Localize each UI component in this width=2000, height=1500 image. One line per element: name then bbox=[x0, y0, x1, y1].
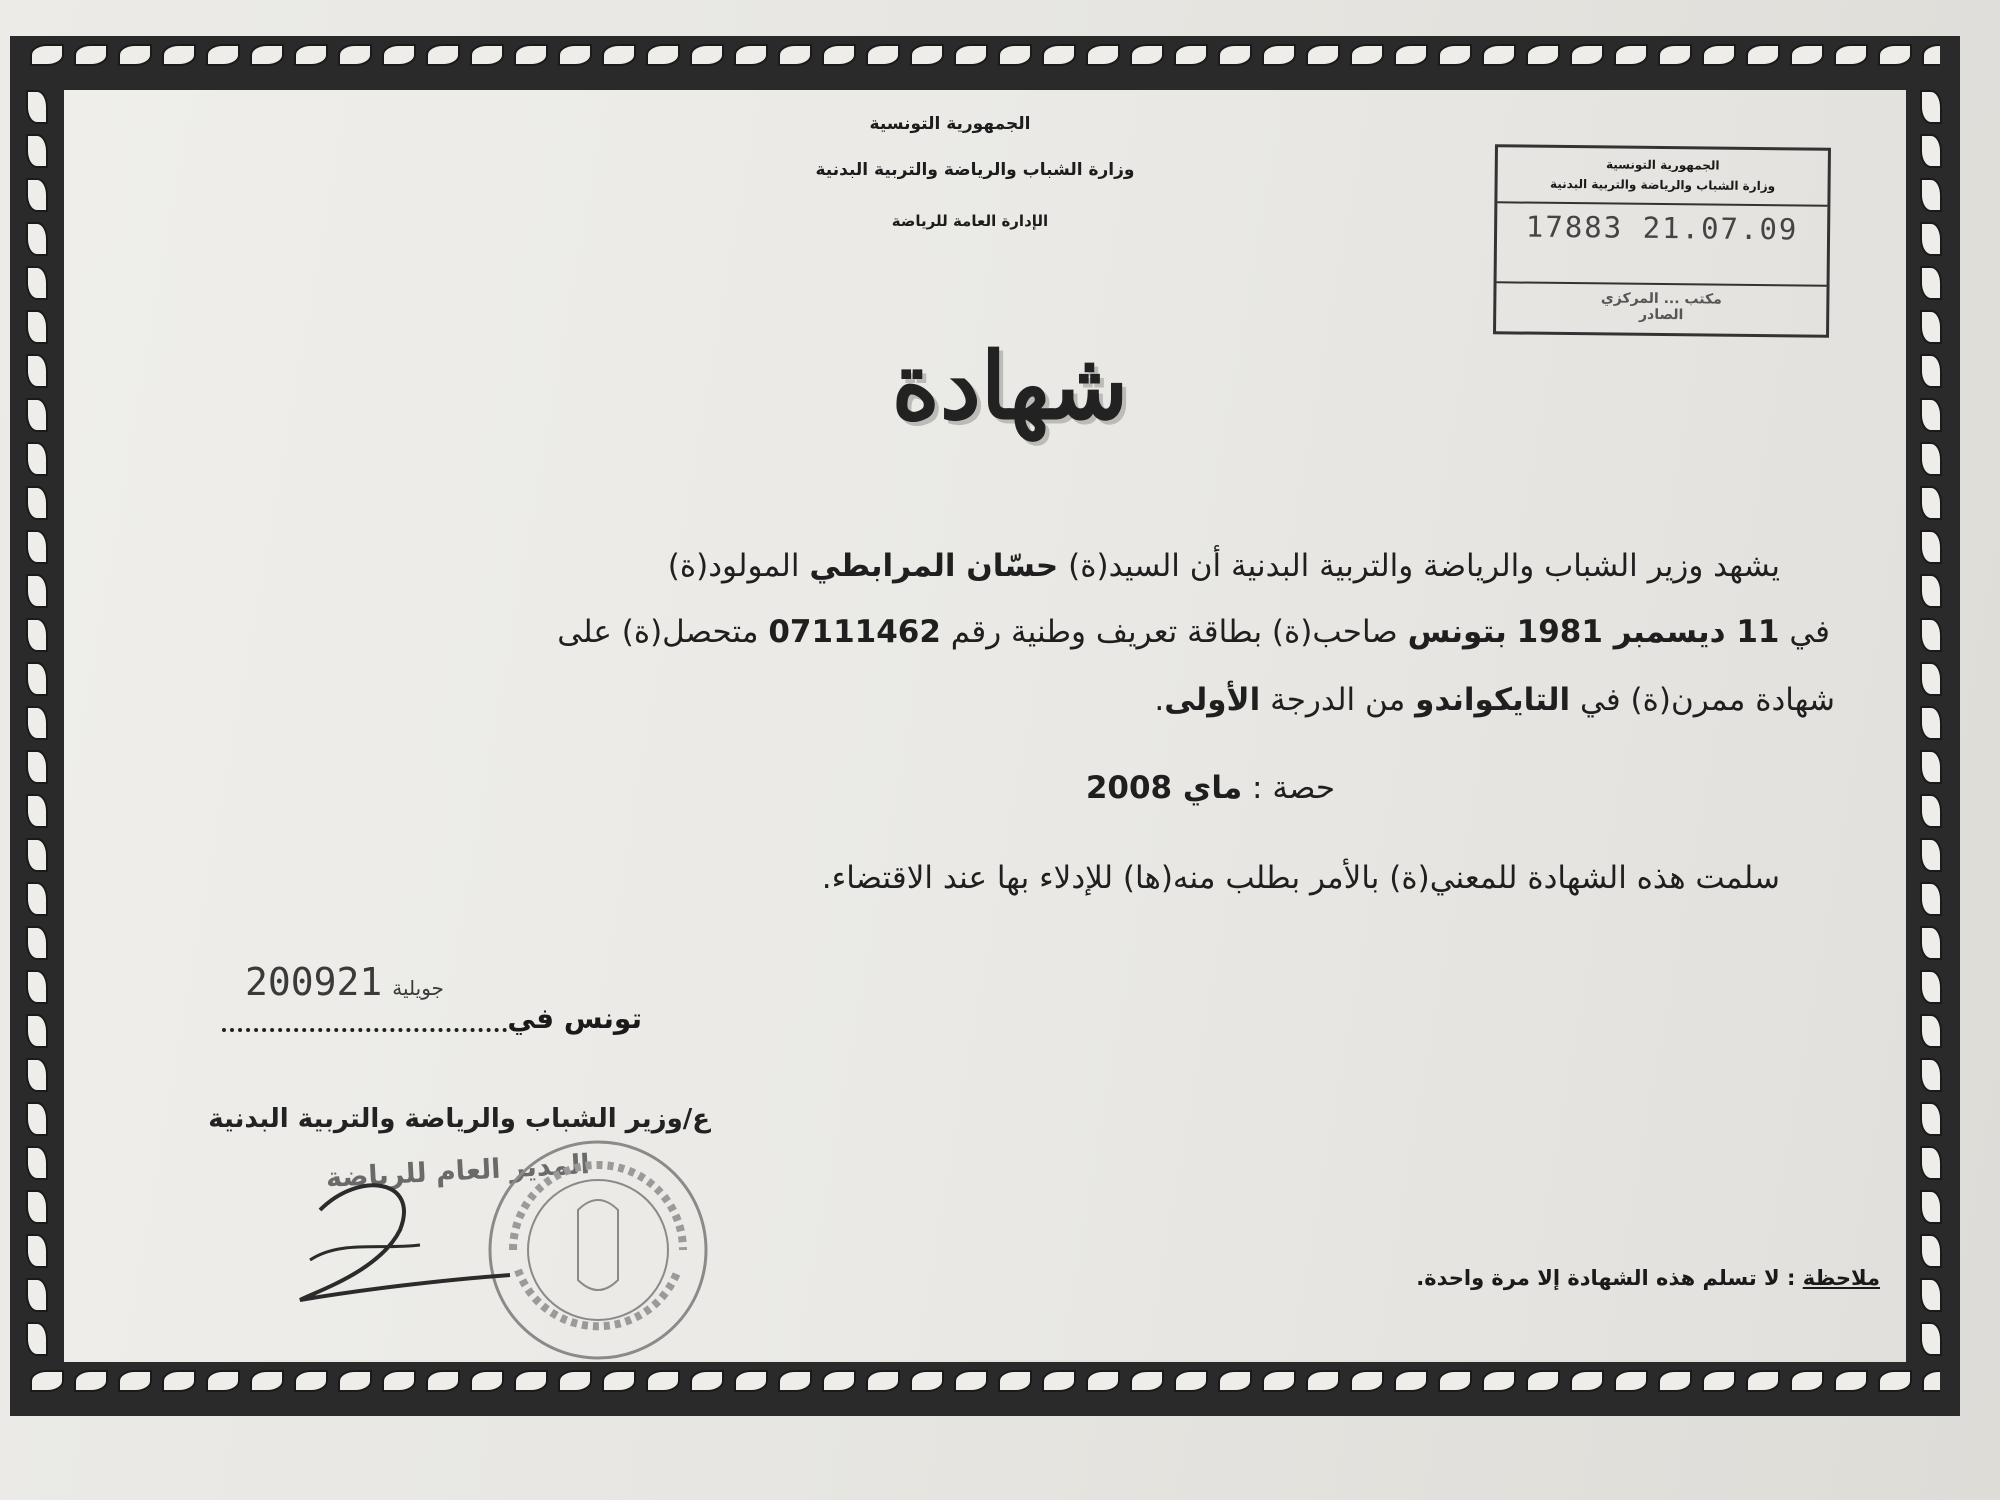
border-leaf-ornament bbox=[1920, 1058, 1942, 1092]
border-leaf-ornament bbox=[470, 1370, 504, 1392]
border-leaf-ornament bbox=[910, 44, 944, 66]
border-leaf-ornament bbox=[30, 1370, 64, 1392]
border-leaf-ornament bbox=[1086, 1370, 1120, 1392]
body-text: صاحب(ة) بطاقة تعريف وطنية رقم bbox=[940, 614, 1408, 650]
issue-month: جويلية bbox=[392, 976, 444, 1000]
border-leaf-ornament bbox=[30, 44, 64, 66]
certificate-note bbox=[1416, 1266, 1880, 1290]
issue-year: 2009 bbox=[245, 960, 337, 1004]
border-leaf-ornament bbox=[26, 1146, 48, 1180]
border-leaf-ornament bbox=[1922, 1370, 1940, 1392]
border-leaf-ornament bbox=[822, 1370, 856, 1392]
border-leaf-ornament bbox=[74, 44, 108, 66]
signatory-subtitle: المدير العام للرياضة bbox=[325, 1149, 591, 1194]
border-leaf-ornament bbox=[646, 44, 680, 66]
border-leaf-ornament bbox=[558, 44, 592, 66]
border-leaf-ornament bbox=[602, 1370, 636, 1392]
border-leaf-ornament bbox=[118, 1370, 152, 1392]
border-leaf-ornament bbox=[1920, 926, 1942, 960]
border-leaf-ornament bbox=[1920, 1190, 1942, 1224]
note-label: ملاحظة bbox=[1802, 1266, 1880, 1290]
border-leaf-ornament bbox=[382, 44, 416, 66]
border-leaf-ornament bbox=[26, 1190, 48, 1224]
border-leaf-ornament bbox=[1746, 1370, 1780, 1392]
border-leaf-ornament bbox=[778, 1370, 812, 1392]
border-leaf-ornament bbox=[26, 486, 48, 520]
degree-level: الأولى bbox=[1164, 682, 1261, 718]
border-leaf-ornament bbox=[1920, 1234, 1942, 1268]
seal-emblem bbox=[578, 1200, 618, 1290]
handwritten-signature bbox=[280, 1170, 540, 1310]
border-leaf-ornament bbox=[1570, 1370, 1604, 1392]
border-leaf-ornament bbox=[1920, 354, 1942, 388]
registry-stamp bbox=[1493, 144, 1831, 338]
border-leaf-ornament bbox=[1306, 44, 1340, 66]
border-leaf-ornament bbox=[954, 1370, 988, 1392]
border-leaf-ornament bbox=[26, 442, 48, 476]
dotted-line bbox=[222, 1028, 507, 1032]
body-text: من الدرجة bbox=[1260, 682, 1416, 718]
border-leaf-ornament bbox=[1350, 44, 1384, 66]
border-leaf-ornament bbox=[26, 618, 48, 652]
border-leaf-ornament bbox=[426, 1370, 460, 1392]
border-leaf-row-top bbox=[30, 44, 1940, 84]
issue-date-stamp bbox=[245, 960, 454, 1004]
border-leaf-ornament bbox=[1920, 1146, 1942, 1180]
border-leaf-ornament bbox=[26, 354, 48, 388]
border-leaf-ornament bbox=[1920, 1322, 1942, 1356]
border-leaf-ornament bbox=[162, 44, 196, 66]
border-leaf-ornament bbox=[1920, 134, 1942, 168]
body-text: . bbox=[1154, 682, 1165, 718]
border-leaf-ornament bbox=[1790, 44, 1824, 66]
border-leaf-ornament bbox=[26, 882, 48, 916]
border-leaf-ornament bbox=[382, 1370, 416, 1392]
border-leaf-ornament bbox=[602, 44, 636, 66]
border-leaf-ornament bbox=[514, 1370, 548, 1392]
border-leaf-ornament bbox=[558, 1370, 592, 1392]
border-leaf-ornament bbox=[1482, 44, 1516, 66]
border-leaf-ornament bbox=[26, 574, 48, 608]
border-leaf-ornament bbox=[1920, 618, 1942, 652]
border-leaf-ornament bbox=[1920, 442, 1942, 476]
border-leaf-ornament bbox=[26, 398, 48, 432]
border-leaf-ornament bbox=[1262, 1370, 1296, 1392]
body-text: في bbox=[1779, 614, 1830, 650]
border-leaf-ornament bbox=[1920, 574, 1942, 608]
border-leaf-ornament bbox=[1438, 1370, 1472, 1392]
body-text: المولود(ة) bbox=[667, 548, 810, 584]
issue-day: 21 bbox=[336, 960, 383, 1004]
border-leaf-ornament bbox=[26, 1102, 48, 1136]
border-leaf-ornament bbox=[26, 178, 48, 212]
birth-date: 11 ديسمبر 1981 bbox=[1516, 614, 1780, 650]
border-leaf-ornament bbox=[26, 222, 48, 256]
header-country: الجمهورية التونسية bbox=[869, 114, 1031, 134]
border-leaf-ornament bbox=[26, 530, 48, 564]
session-label: حصة : bbox=[1242, 770, 1335, 806]
border-leaf-ornament bbox=[26, 1058, 48, 1092]
birth-place: بتونس bbox=[1407, 614, 1507, 650]
border-leaf-ornament bbox=[1570, 44, 1604, 66]
issue-place-line bbox=[222, 1002, 642, 1042]
border-leaf-ornament bbox=[26, 970, 48, 1004]
border-leaf-ornament bbox=[1702, 1370, 1736, 1392]
border-leaf-ornament bbox=[646, 1370, 680, 1392]
border-leaf-ornament bbox=[206, 1370, 240, 1392]
registry-stamp-country: الجمهورية التونسية bbox=[1605, 157, 1720, 173]
border-leaf-ornament bbox=[734, 1370, 768, 1392]
border-leaf-ornament bbox=[1878, 44, 1912, 66]
border-leaf-ornament bbox=[250, 1370, 284, 1392]
border-leaf-ornament bbox=[1920, 1014, 1942, 1048]
body-line-1 bbox=[668, 548, 1780, 584]
registry-date: 21.07.09 bbox=[1642, 210, 1799, 247]
border-leaf-ornament bbox=[26, 838, 48, 872]
border-leaf-ornament bbox=[1790, 1370, 1824, 1392]
border-leaf-ornament bbox=[1920, 750, 1942, 784]
registry-stamp-office-line1: مكتب ... المركزي bbox=[1600, 290, 1722, 308]
border-leaf-ornament bbox=[1920, 178, 1942, 212]
border-leaf-ornament bbox=[1086, 44, 1120, 66]
border-leaf-ornament bbox=[74, 1370, 108, 1392]
session-line bbox=[1086, 770, 1335, 806]
border-leaf-ornament bbox=[1920, 266, 1942, 300]
border-leaf-ornament bbox=[1526, 44, 1560, 66]
body-text: شهادة ممرن(ة) في bbox=[1570, 682, 1835, 718]
border-leaf-ornament bbox=[1920, 970, 1942, 1004]
header-department: الإدارة العامة للرياضة bbox=[891, 212, 1049, 230]
border-leaf-ornament bbox=[1922, 44, 1940, 66]
border-leaf-ornament bbox=[162, 1370, 196, 1392]
border-leaf-ornament bbox=[206, 44, 240, 66]
border-leaf-ornament bbox=[690, 44, 724, 66]
certificate-title: شهادة bbox=[891, 332, 1129, 440]
border-leaf-ornament bbox=[1658, 44, 1692, 66]
border-leaf-ornament bbox=[294, 1370, 328, 1392]
border-leaf-ornament bbox=[954, 44, 988, 66]
border-leaf-ornament bbox=[734, 44, 768, 66]
border-leaf-ornament bbox=[822, 44, 856, 66]
body-text: متحصل(ة) على bbox=[557, 614, 769, 650]
seal-text-arc-bottom bbox=[518, 1270, 678, 1326]
border-leaf-ornament bbox=[1920, 662, 1942, 696]
border-leaf-ornament bbox=[1702, 44, 1736, 66]
border-leaf-ornament bbox=[26, 310, 48, 344]
border-leaf-ornament bbox=[1042, 1370, 1076, 1392]
border-leaf-ornament bbox=[1920, 398, 1942, 432]
border-leaf-ornament bbox=[426, 44, 460, 66]
border-leaf-ornament bbox=[1218, 44, 1252, 66]
border-leaf-ornament bbox=[514, 44, 548, 66]
border-leaf-column-left bbox=[18, 90, 58, 1370]
border-leaf-ornament bbox=[866, 44, 900, 66]
border-leaf-ornament bbox=[1920, 1278, 1942, 1312]
border-leaf-ornament bbox=[1350, 1370, 1384, 1392]
border-leaf-ornament bbox=[1262, 44, 1296, 66]
border-leaf-ornament bbox=[1920, 310, 1942, 344]
border-leaf-ornament bbox=[1746, 44, 1780, 66]
border-leaf-ornament bbox=[1174, 1370, 1208, 1392]
border-leaf-ornament bbox=[998, 1370, 1032, 1392]
border-leaf-ornament bbox=[1614, 1370, 1648, 1392]
border-leaf-ornament bbox=[910, 1370, 944, 1392]
registry-stamp-office bbox=[1496, 281, 1827, 334]
border-leaf-ornament bbox=[1042, 44, 1076, 66]
border-leaf-ornament bbox=[1306, 1370, 1340, 1392]
border-leaf-ornament bbox=[1878, 1370, 1912, 1392]
border-leaf-ornament bbox=[1394, 44, 1428, 66]
border-leaf-ornament bbox=[1438, 44, 1472, 66]
registry-stamp-office-line2: الصادر bbox=[1638, 306, 1684, 324]
border-leaf-ornament bbox=[1130, 1370, 1164, 1392]
body-text bbox=[1507, 614, 1517, 650]
border-leaf-ornament bbox=[26, 1278, 48, 1312]
closing-line: سلمت هذه الشهادة للمعني(ة) بالأمر بطلب منه(ها) للإدلاء بها عند الاقتضاء. bbox=[821, 860, 1780, 896]
signatory-title: ع/وزير الشباب والرياضة والتربية البدنية bbox=[208, 1104, 710, 1134]
border-leaf-ornament bbox=[690, 1370, 724, 1392]
border-leaf-column-right bbox=[1912, 90, 1952, 1370]
border-leaf-ornament bbox=[26, 1322, 48, 1356]
border-leaf-ornament bbox=[470, 44, 504, 66]
body-line-3 bbox=[1154, 682, 1835, 718]
session-value: ماي 2008 bbox=[1085, 770, 1243, 806]
border-leaf-ornament bbox=[1920, 530, 1942, 564]
header-ministry: وزارة الشباب والرياضة والتربية البدنية bbox=[815, 160, 1135, 180]
border-leaf-ornament bbox=[778, 44, 812, 66]
border-leaf-ornament bbox=[26, 662, 48, 696]
id-number: 07111462 bbox=[768, 614, 941, 650]
border-leaf-ornament bbox=[1834, 1370, 1868, 1392]
border-leaf-ornament bbox=[250, 44, 284, 66]
border-leaf-ornament bbox=[1920, 838, 1942, 872]
border-leaf-ornament bbox=[866, 1370, 900, 1392]
sport-name: التايكواندو bbox=[1415, 682, 1571, 718]
registry-stamp-number-date bbox=[1497, 209, 1827, 246]
border-leaf-ornament bbox=[26, 794, 48, 828]
border-leaf-ornament bbox=[1614, 44, 1648, 66]
border-leaf-ornament bbox=[1920, 882, 1942, 916]
border-leaf-ornament bbox=[294, 44, 328, 66]
border-leaf-ornament bbox=[338, 1370, 372, 1392]
border-leaf-ornament bbox=[1130, 44, 1164, 66]
border-leaf-ornament bbox=[26, 266, 48, 300]
border-leaf-ornament bbox=[1526, 1370, 1560, 1392]
registry-number: 17883 bbox=[1525, 209, 1624, 245]
border-leaf-ornament bbox=[1174, 44, 1208, 66]
registry-stamp-ministry: وزارة الشباب والرياضة والتربية البدنية bbox=[1549, 176, 1776, 194]
border-leaf-ornament bbox=[26, 1234, 48, 1268]
border-leaf-ornament bbox=[118, 44, 152, 66]
border-leaf-ornament bbox=[1920, 1102, 1942, 1136]
border-leaf-ornament bbox=[26, 750, 48, 784]
border-leaf-ornament bbox=[26, 134, 48, 168]
note-text: : لا تسلم هذه الشهادة إلا مرة واحدة. bbox=[1416, 1266, 1803, 1290]
body-text: يشهد وزير الشباب والرياضة والتربية البدنية أن السيد(ة) bbox=[1058, 548, 1780, 584]
body-line-2 bbox=[557, 614, 1830, 650]
signature-stroke bbox=[310, 1245, 420, 1260]
border-leaf-ornament bbox=[1920, 486, 1942, 520]
border-leaf-ornament bbox=[1920, 90, 1942, 124]
border-leaf-ornament bbox=[26, 90, 48, 124]
border-leaf-ornament bbox=[1394, 1370, 1428, 1392]
border-leaf-ornament bbox=[1482, 1370, 1516, 1392]
border-leaf-row-bottom bbox=[30, 1370, 1940, 1410]
border-leaf-ornament bbox=[1218, 1370, 1252, 1392]
border-leaf-ornament bbox=[1920, 706, 1942, 740]
registry-stamp-header bbox=[1497, 147, 1828, 206]
holder-name: حسّان المرابطي bbox=[809, 548, 1059, 584]
border-leaf-ornament bbox=[1920, 222, 1942, 256]
signature-stroke bbox=[300, 1185, 510, 1300]
border-leaf-ornament bbox=[26, 1014, 48, 1048]
border-leaf-ornament bbox=[338, 44, 372, 66]
issue-place-label: تونس في bbox=[507, 1002, 642, 1035]
border-leaf-ornament bbox=[998, 44, 1032, 66]
border-leaf-ornament bbox=[26, 926, 48, 960]
border-leaf-ornament bbox=[1658, 1370, 1692, 1392]
border-leaf-ornament bbox=[1834, 44, 1868, 66]
border-leaf-ornament bbox=[26, 706, 48, 740]
border-leaf-ornament bbox=[1920, 794, 1942, 828]
